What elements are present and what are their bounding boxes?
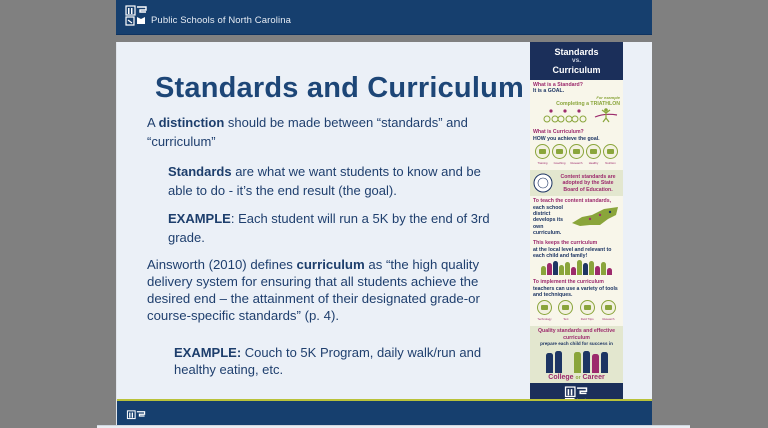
research-icon: [601, 300, 616, 315]
field-trips-icon: [580, 300, 595, 315]
slide-title: Standards and Curriculum: [155, 72, 524, 104]
college-career-section: Quality standards and effective curriculum prepare each child for success in College or Career: [530, 326, 623, 392]
standards-definition: Standards are what we want students to know and be able to do - it’s the end result (the goal).: [168, 164, 481, 198]
text-icon: [558, 300, 573, 315]
infographic-title: Standards vs. Curriculum: [530, 42, 623, 80]
curriculum-example: EXAMPLE: Couch to 5K Program, daily walk/run and healthy eating, etc.: [174, 345, 482, 377]
slide-footer: [117, 401, 652, 428]
district-curriculum-section: To teach the content standards, each school district develops its own curriculum.: [530, 196, 623, 238]
nc-map-icon: [570, 205, 620, 227]
healthy-icon: [586, 144, 601, 159]
curriculum-definition: Ainsworth (2010) defines curriculum as “the high quality delivery system for ensuring that all students achieve the desired end – the attainment of their designated grade-or course-specific standards” (p. 4).: [147, 257, 480, 323]
research-heart-icon: [569, 144, 584, 159]
training-icon: [535, 144, 550, 159]
state-board-section: Content standards are adopted by the State Board of Education.: [530, 170, 623, 196]
local-relevance-section: This keeps the curriculum at the local level and relevant to each child and family!: [530, 238, 623, 277]
standards-example: EXAMPLE: Each student will run a 5K by the end of 3rd grade.: [168, 211, 490, 245]
triathlon-illustration: [533, 107, 620, 123]
state-seal-icon: [533, 173, 553, 193]
previous-slide-header: [116, 0, 652, 35]
ncdpi-logo-icon: [125, 5, 147, 26]
graduates-workers-illustration: [533, 349, 620, 373]
nutrition-icon: [603, 144, 618, 159]
tools-techniques-section: To implement the curriculum teachers can use a variety of tools and techniques. Technology Text Field Trips Research: [533, 279, 618, 322]
org-name: Public Schools of North Carolina: [151, 15, 291, 26]
standards-vs-curriculum-infographic: [530, 42, 623, 428]
distinction-paragraph: A distinction should be made between “standards” and “curriculum”: [147, 115, 468, 149]
families-illustration: [533, 259, 620, 275]
technology-icon: [537, 300, 552, 315]
standard-goal-section: What is a Standard? It is a GOAL. For example Completing a TRIATHLON: [530, 80, 623, 127]
curriculum-how-section: What is Curriculum? HOW you achieve the goal. Training Coaching Research Healthy Nutrition: [530, 127, 623, 170]
slide: [116, 42, 652, 428]
coaching-icon: [552, 144, 567, 159]
